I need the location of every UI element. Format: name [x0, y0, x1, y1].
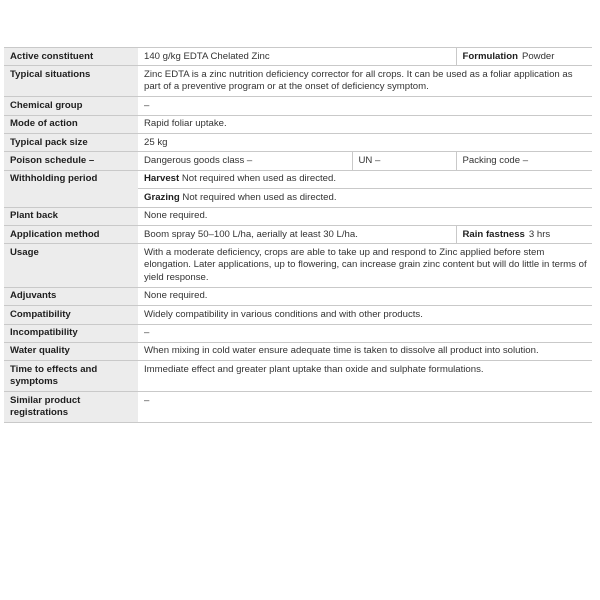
- withholding-grazing: [138, 189, 592, 207]
- row-typical-situations: [4, 66, 592, 97]
- label-water-quality: Water quality: [4, 342, 138, 360]
- value-similar-products: –: [138, 392, 592, 423]
- label-usage: Usage: [4, 244, 138, 287]
- value-application-method: Boom spray 50–100 L/ha, aerially at least 30 L/ha.: [138, 226, 456, 244]
- rain-fastness-cell: [456, 226, 592, 244]
- row-poison-schedule: [4, 152, 592, 170]
- label-time-to-effects: Time to effects and symptoms: [4, 361, 138, 392]
- value-typical-situations: Zinc EDTA is a zinc nutrition deficiency corrector for all crops. It can be used as a foliar application as part of a preventive program or at the onset of deficiency symptom.: [138, 66, 592, 97]
- dangerous-goods-class: Dangerous goods class –: [138, 152, 352, 170]
- value-chemical-group: –: [138, 97, 592, 115]
- value-mode-of-action: Rapid foliar uptake.: [138, 115, 592, 133]
- row-similar-products: [4, 392, 592, 423]
- row-usage: [4, 244, 592, 287]
- row-water-quality: [4, 342, 592, 360]
- row-adjuvants: [4, 287, 592, 305]
- row-chemical-group: [4, 97, 592, 115]
- row-withholding-harvest: [4, 170, 592, 188]
- value-typical-pack-size: 25 kg: [138, 134, 592, 152]
- packing-code: Packing code –: [456, 152, 592, 170]
- row-time-to-effects: [4, 361, 592, 392]
- grazing-value: Not required when used as directed.: [182, 191, 337, 203]
- label-poison-schedule: Poison schedule –: [4, 152, 138, 170]
- formulation-value: Powder: [521, 50, 555, 62]
- harvest-value: Not required when used as directed.: [181, 173, 336, 185]
- label-incompatibility: Incompatibility: [4, 324, 138, 342]
- value-compatibility: Widely compatibility in various conditions and with other products.: [138, 306, 592, 324]
- value-water-quality: When mixing in cold water ensure adequate time is taken to dissolve all product into solution.: [138, 342, 592, 360]
- row-mode-of-action: [4, 115, 592, 133]
- row-typical-pack-size: [4, 134, 592, 152]
- formulation-cell: [456, 48, 592, 66]
- row-active-constituent: [4, 48, 592, 66]
- label-typical-situations: Typical situations: [4, 66, 138, 97]
- harvest-label: Harvest: [144, 173, 180, 185]
- value-incompatibility: –: [138, 324, 592, 342]
- value-adjuvants: None required.: [138, 287, 592, 305]
- value-active-constituent: 140 g/kg EDTA Chelated Zinc: [138, 48, 456, 66]
- formulation-label: Formulation: [462, 50, 518, 62]
- label-application-method: Application method: [4, 226, 138, 244]
- product-spec-table: [4, 47, 592, 423]
- rain-fastness-label: Rain fastness: [462, 228, 525, 240]
- un-number: UN –: [352, 152, 456, 170]
- label-chemical-group: Chemical group: [4, 97, 138, 115]
- value-usage: With a moderate deficiency, crops are able to take up and respond to Zinc applied before stem elongation. Later applications, up to flowering, can increase grain zinc content but will do little in terms of yield response.: [138, 244, 592, 287]
- grazing-label: Grazing: [144, 191, 180, 203]
- label-adjuvants: Adjuvants: [4, 287, 138, 305]
- row-compatibility: [4, 306, 592, 324]
- rain-fastness-value: 3 hrs: [528, 228, 551, 240]
- label-withholding-period: Withholding period: [4, 170, 138, 207]
- label-plant-back: Plant back: [4, 207, 138, 225]
- value-plant-back: None required.: [138, 207, 592, 225]
- row-plant-back: [4, 207, 592, 225]
- withholding-harvest: [138, 170, 592, 188]
- label-mode-of-action: Mode of action: [4, 115, 138, 133]
- label-active-constituent: Active constituent: [4, 48, 138, 66]
- row-incompatibility: [4, 324, 592, 342]
- label-similar-products: Similar product registrations: [4, 392, 138, 423]
- label-typical-pack-size: Typical pack size: [4, 134, 138, 152]
- label-compatibility: Compatibility: [4, 306, 138, 324]
- row-application-method: [4, 226, 592, 244]
- value-time-to-effects: Immediate effect and greater plant uptake than oxide and sulphate formulations.: [138, 361, 592, 392]
